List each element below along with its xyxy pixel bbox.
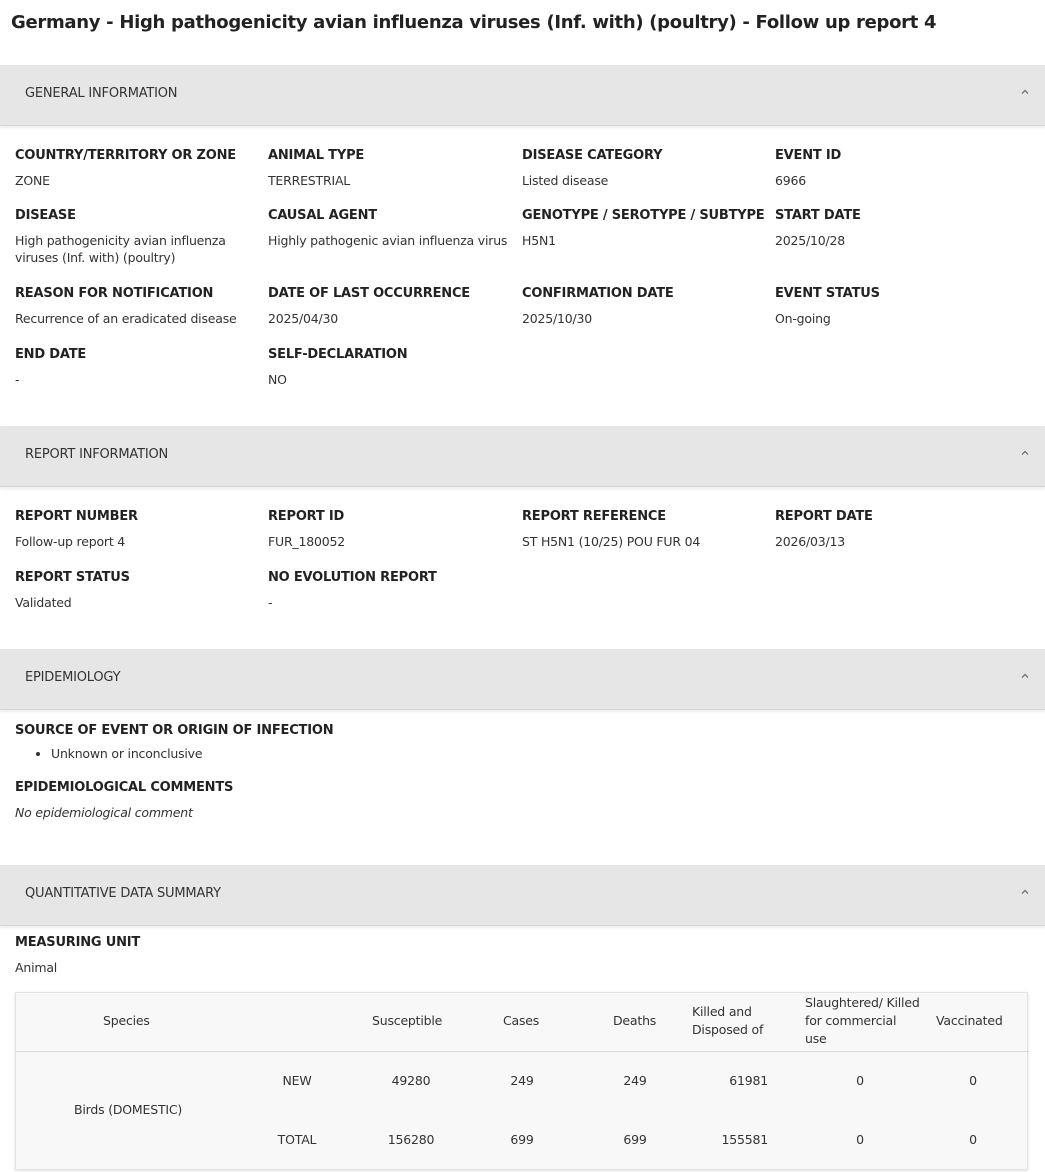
field-genotype: [522, 208, 772, 249]
field-value: 2025/04/30: [268, 311, 339, 326]
field-end-date: [15, 347, 265, 388]
field-source-of-event: [15, 723, 515, 761]
field-label: REPORT STATUS: [15, 570, 130, 585]
field-report-reference: [522, 509, 772, 550]
field-last-occurrence: [268, 286, 518, 327]
chevron-up-icon[interactable]: [1020, 87, 1030, 97]
field-value: -: [15, 372, 20, 387]
field-label: EVENT ID: [775, 148, 842, 163]
field-label: SELF-DECLARATION: [268, 347, 408, 362]
column-header-susceptible: Susceptible: [372, 1013, 443, 1028]
field-value: H5N1: [522, 233, 556, 248]
field-label: REASON FOR NOTIFICATION: [15, 286, 214, 301]
chevron-up-icon[interactable]: [1020, 887, 1030, 897]
field-reason: [15, 286, 265, 327]
field-value: FUR_180052: [268, 534, 345, 549]
field-report-number: [15, 509, 265, 550]
field-label: EPIDEMIOLOGICAL COMMENTS: [15, 780, 234, 795]
slaughtered-cell: 0: [856, 1073, 864, 1088]
field-label: NO EVOLUTION REPORT: [268, 570, 437, 585]
cases-cell: 249: [510, 1073, 534, 1088]
field-label: REPORT NUMBER: [15, 509, 138, 524]
field-value: 6966: [775, 173, 807, 188]
killed-cell: 155581: [721, 1132, 768, 1147]
deaths-cell: 249: [623, 1073, 647, 1088]
chevron-up-icon[interactable]: [1020, 671, 1030, 681]
field-label: END DATE: [15, 347, 87, 362]
field-label: GENOTYPE / SEROTYPE / SUBTYPE: [522, 208, 765, 223]
field-self-declaration: [268, 347, 518, 388]
field-value: No epidemiological comment: [15, 805, 193, 820]
column-header-killed-disposed: Killed and Disposed of: [692, 1004, 764, 1037]
cases-cell: 699: [510, 1132, 534, 1147]
page-title: Germany - High pathogenicity avian influenza viruses (Inf. with) (poultry) - Follow up report 4: [11, 12, 937, 33]
field-value: ST H5N1 (10/25) POU FUR 04: [522, 534, 701, 549]
deaths-cell: 699: [623, 1132, 647, 1147]
header-divider: [16, 1051, 1029, 1052]
vaccinated-cell: 0: [969, 1132, 977, 1147]
section-header-general-information[interactable]: [0, 65, 1045, 126]
field-value: Highly pathogenic avian influenza virus: [268, 233, 508, 248]
field-epidemiological-comments: [15, 780, 515, 821]
section-title: REPORT INFORMATION: [25, 447, 169, 462]
chevron-up-icon[interactable]: [1020, 448, 1030, 458]
field-value: 2026/03/13: [775, 534, 846, 549]
column-header-vaccinated: Vaccinated: [936, 1013, 1003, 1028]
field-value: On-going: [775, 311, 831, 326]
field-label: REPORT DATE: [775, 509, 873, 524]
field-measuring-unit: [15, 935, 265, 976]
section-title: EPIDEMIOLOGY: [25, 670, 121, 685]
field-value: Validated: [15, 595, 72, 610]
field-label: CAUSAL AGENT: [268, 208, 377, 223]
species-cell: Birds (DOMESTIC): [74, 1102, 183, 1117]
field-label: EVENT STATUS: [775, 286, 880, 301]
field-report-date: [775, 509, 1025, 550]
field-value: High pathogenicity avian influenza viruses (Inf. with) (poultry): [15, 233, 226, 265]
field-disease-category: [522, 148, 772, 189]
row-type-cell: NEW: [282, 1073, 312, 1088]
field-label: REPORT ID: [268, 509, 345, 524]
source-list: [15, 746, 515, 761]
section-header-report-information[interactable]: [0, 426, 1045, 487]
column-header-species: Species: [103, 1013, 150, 1028]
field-label: ANIMAL TYPE: [268, 148, 365, 163]
field-value: 2025/10/28: [775, 233, 846, 248]
killed-cell: 61981: [729, 1073, 768, 1088]
field-label: DISEASE CATEGORY: [522, 148, 663, 163]
field-confirmation-date: [522, 286, 772, 327]
field-value: -: [268, 595, 273, 610]
field-label: SOURCE OF EVENT OR ORIGIN OF INFECTION: [15, 723, 334, 738]
quantitative-data-table: [15, 992, 1028, 1170]
section-title: GENERAL INFORMATION: [25, 86, 178, 101]
field-value: ZONE: [15, 173, 50, 188]
susceptible-cell: 49280: [391, 1073, 431, 1088]
field-start-date: [775, 208, 1025, 249]
field-label: COUNTRY/TERRITORY OR ZONE: [15, 148, 236, 163]
field-report-status: [15, 570, 265, 611]
field-country: [15, 148, 265, 189]
column-header-cases: Cases: [503, 1013, 540, 1028]
row-type-cell: TOTAL: [277, 1132, 317, 1147]
section-title: QUANTITATIVE DATA SUMMARY: [25, 886, 221, 901]
field-disease: [15, 208, 250, 266]
field-value: 2025/10/30: [522, 311, 593, 326]
field-value: Animal: [15, 960, 58, 975]
section-header-quantitative-data-summary[interactable]: [0, 865, 1045, 926]
field-no-evolution-report: [268, 570, 518, 611]
field-event-status: [775, 286, 1025, 327]
field-value: Recurrence of an eradicated disease: [15, 311, 237, 326]
field-causal-agent: [268, 208, 518, 249]
field-label: CONFIRMATION DATE: [522, 286, 674, 301]
field-label: MEASURING UNIT: [15, 935, 141, 950]
field-value: Follow-up report 4: [15, 534, 126, 549]
field-animal-type: [268, 148, 518, 189]
section-header-epidemiology[interactable]: [0, 649, 1045, 710]
slaughtered-cell: 0: [856, 1132, 864, 1147]
vaccinated-cell: 0: [969, 1073, 977, 1088]
field-label: REPORT REFERENCE: [522, 509, 666, 524]
list-item: • Unknown or inconclusive: [51, 746, 515, 761]
field-value: TERRESTRIAL: [268, 173, 351, 188]
column-header-slaughtered: Slaughtered/ Killed for commercial use: [805, 995, 920, 1046]
field-label: DATE OF LAST OCCURRENCE: [268, 286, 470, 301]
field-value: Listed disease: [522, 173, 609, 188]
field-label: START DATE: [775, 208, 861, 223]
field-event-id: [775, 148, 1025, 189]
column-header-deaths: Deaths: [613, 1013, 657, 1028]
field-label: DISEASE: [15, 208, 76, 223]
field-value: NO: [268, 372, 287, 387]
susceptible-cell: 156280: [387, 1132, 435, 1147]
field-report-id: [268, 509, 518, 550]
